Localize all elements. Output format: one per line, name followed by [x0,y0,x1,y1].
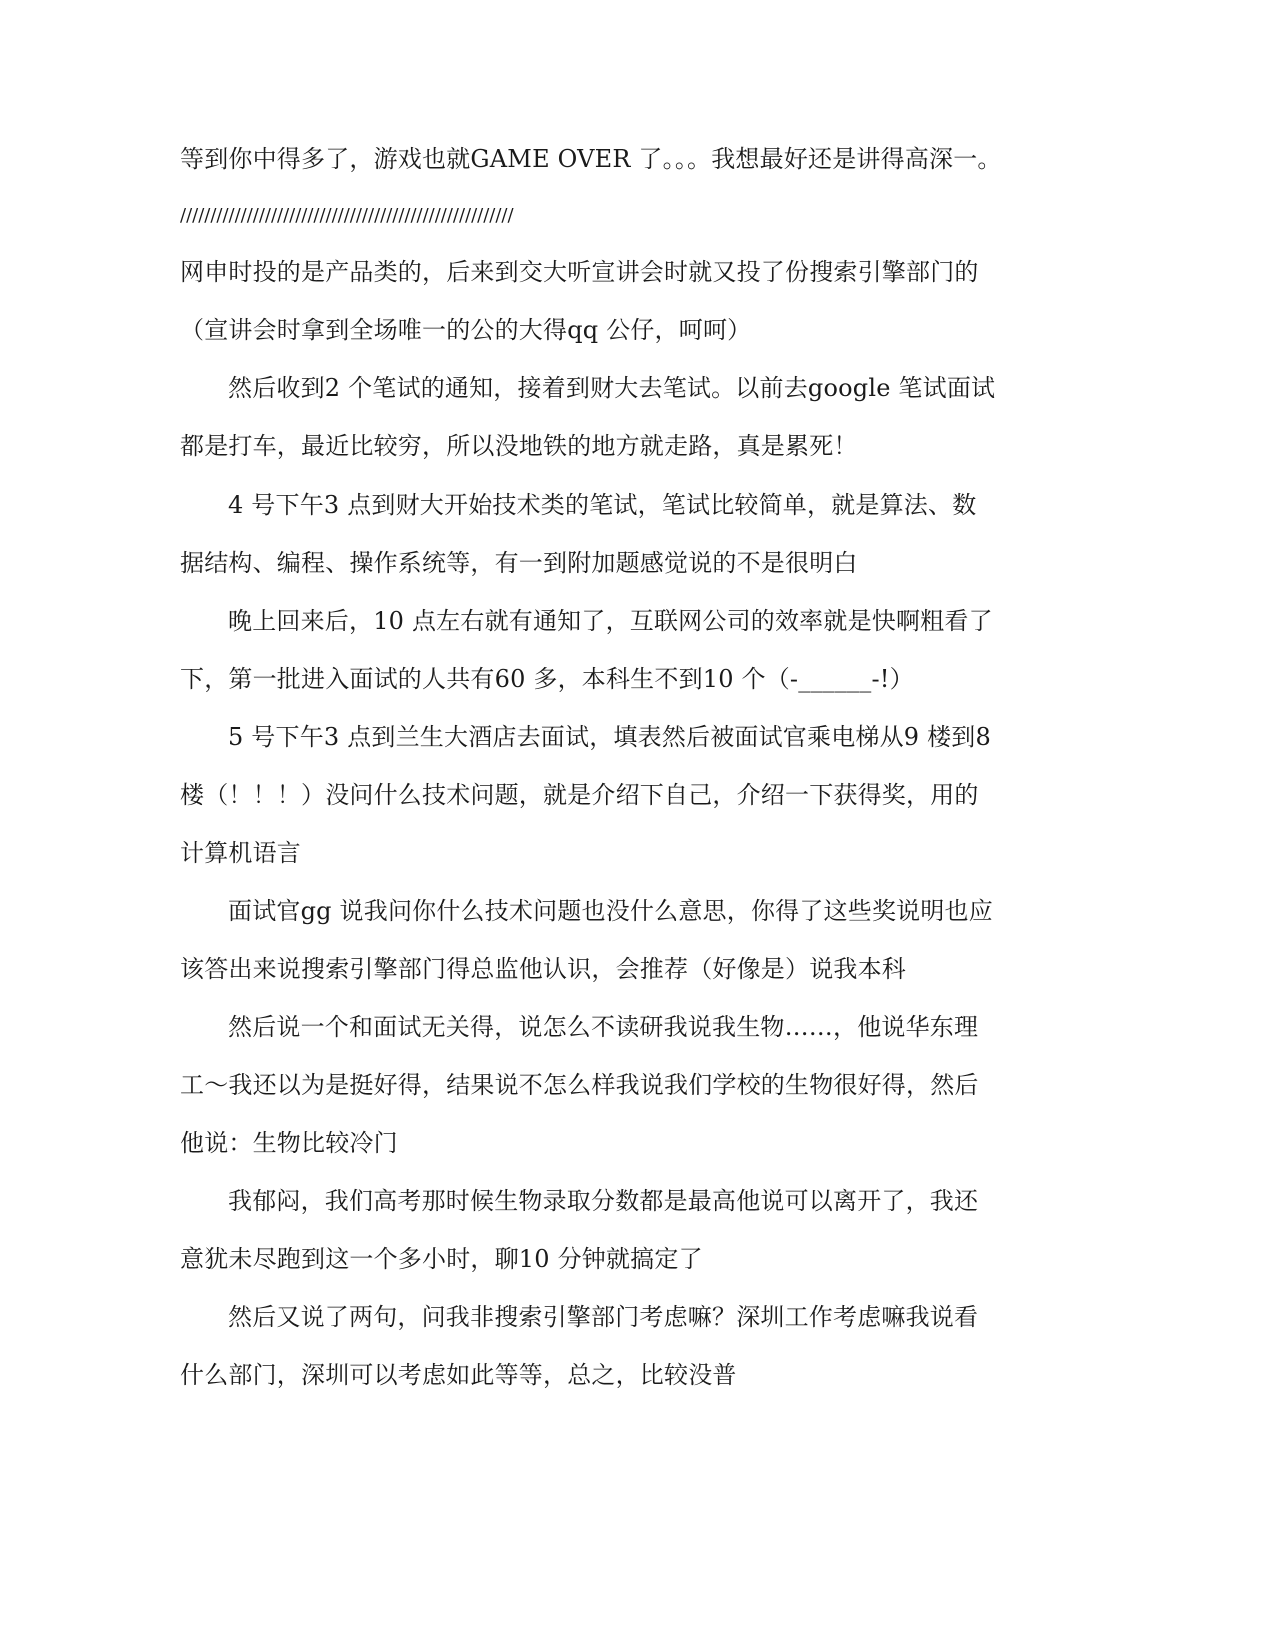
paragraph-start: 然后收到2 个笔试的通知，接着到财大去笔试。以前去google 笔试面试 [228,374,996,402]
paragraph-start: 5 号下午3 点到兰生大酒店去面试，填表然后被面试官乘电梯从9 楼到8 [228,723,991,751]
text-line: 意犹未尽跑到这一个多小时，聊10 分钟就搞定了 [180,1245,703,1273]
paragraph-start: 然后说一个和面试无关得，说怎么不读研我说我生物……，他说华东理 [228,1013,979,1041]
paragraph-start: 然后又说了两句，问我非搜索引擎部门考虑嘛？深圳工作考虑嘛我说看 [228,1303,979,1331]
paragraph-start: 面试官gg 说我问你什么技术问题也没什么意思，你得了这些奖说明也应 [228,897,993,925]
text-line: 都是打车，最近比较穷，所以没地铁的地方就走路，真是累死！ [180,432,858,460]
text-line: （宣讲会时拿到全场唯一的公的大得qq 公仔，呵呵） [180,316,752,344]
text-line: 等到你中得多了，游戏也就GAME OVER 了。。。我想最好还是讲得高深一。 [180,145,1002,173]
separator-line: /////////////////////////////////////////////////////// [180,205,514,226]
text-line: 什么部门，深圳可以考虑如此等等，总之，比较没普 [180,1361,737,1389]
text-line: 该答出来说搜索引擎部门得总监他认识，会推荐（好像是）说我本科 [180,955,906,983]
text-line: 下，第一批进入面试的人共有60 多，本科生不到10 个（-______-!） [180,665,914,693]
text-line: 计算机语言 [180,839,301,867]
text-line: 据结构、编程、操作系统等，有一到附加题感觉说的不是很明白 [180,549,858,577]
text-line: 网申时投的是产品类的，后来到交大听宣讲会时就又投了份搜索引擎部门的 [180,258,979,286]
text-line: 他说：生物比较冷门 [180,1129,398,1157]
paragraph-start: 4 号下午3 点到财大开始技术类的笔试，笔试比较简单，就是算法、数 [228,491,977,519]
text-line: 楼（！！！）没问什么技术问题，就是介绍下自己，介绍一下获得奖，用的 [180,781,979,809]
paragraph-start: 我郁闷，我们高考那时候生物录取分数都是最高他说可以离开了，我还 [228,1187,979,1215]
paragraph-start: 晚上回来后，10 点左右就有通知了，互联网公司的效率就是快啊粗看了 [228,607,993,635]
text-line: 工～我还以为是挺好得，结果说不怎么样我说我们学校的生物很好得，然后 [180,1071,979,1099]
